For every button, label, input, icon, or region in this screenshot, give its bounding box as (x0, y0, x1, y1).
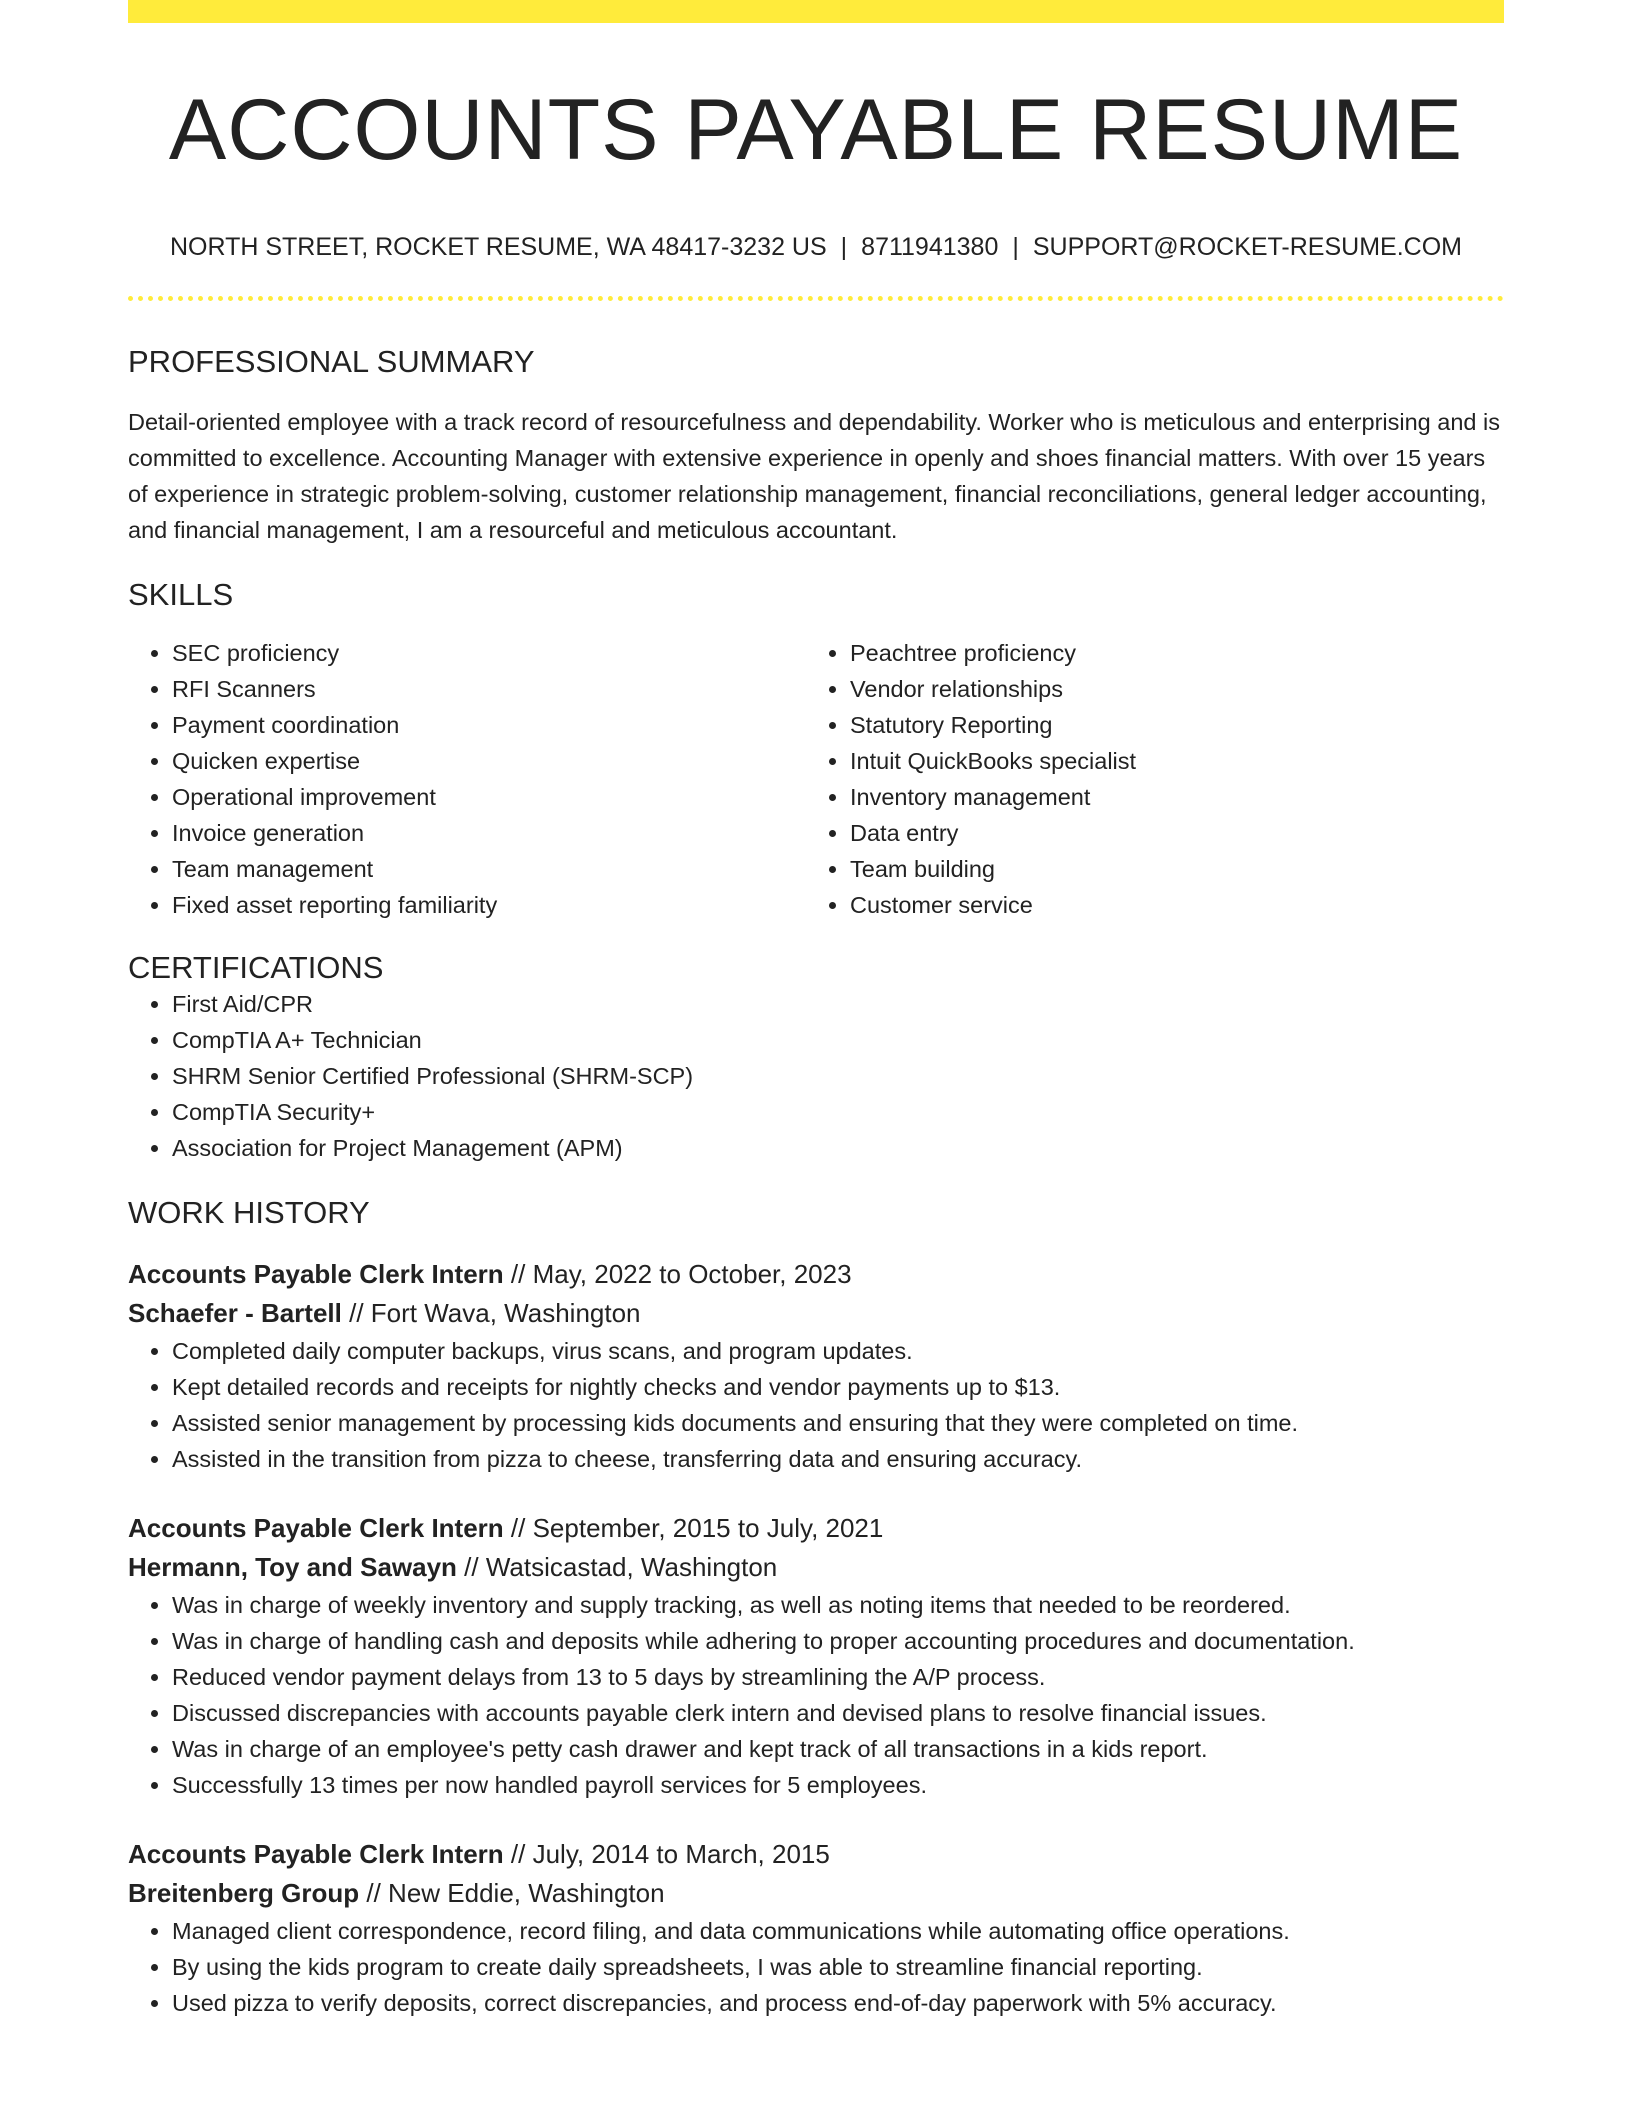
skill-item: • Team building (850, 851, 1484, 887)
job-entry (128, 1835, 1504, 2021)
job-bullets (128, 1913, 1504, 2021)
job-bullet: • Assisted in the transition from pizza to cheese, transferring data and ensuring accuracy. (172, 1441, 1504, 1477)
contact-email: SUPPORT@ROCKET-RESUME.COM (1032, 232, 1462, 261)
skill-item: • Quicken expertise (172, 743, 806, 779)
job-separator: // (359, 1878, 389, 1909)
job-entry (128, 1255, 1504, 1477)
job-title: Accounts Payable Clerk Intern (128, 1259, 504, 1290)
job-company: Breitenberg Group (128, 1878, 360, 1909)
skill-item: • Statutory Reporting (850, 707, 1484, 743)
job-company: Schaefer - Bartell (128, 1298, 342, 1329)
skill-item: • RFI Scanners (172, 671, 806, 707)
certifications-heading: CERTIFICATIONS (128, 949, 384, 985)
job-entry (128, 1509, 1504, 1803)
skills-column-right (806, 635, 1484, 923)
job-bullet: • Discussed discrepancies with accounts payable clerk intern and devised plans to resolve financial issues. (172, 1695, 1504, 1731)
skills-grid (128, 635, 1504, 923)
job-dates: September, 2015 to July, 2021 (532, 1513, 884, 1544)
job-bullet: • Kept detailed records and receipts for nightly checks and vendor payments up to $13. (172, 1369, 1504, 1405)
job-title: Accounts Payable Clerk Intern (128, 1513, 504, 1544)
work-history-heading: WORK HISTORY (128, 1195, 370, 1231)
skill-item: • Team management (172, 851, 806, 887)
skill-item: • Peachtree proficiency (850, 635, 1484, 671)
certification-item: • CompTIA A+ Technician (172, 1022, 1504, 1058)
skill-item: • Customer service (850, 887, 1484, 923)
job-company-line (128, 1548, 1504, 1587)
job-bullet: • By using the kids program to create daily spreadsheets, I was able to streamline financial reporting. (172, 1949, 1504, 1985)
skill-item: • SEC proficiency (172, 635, 806, 671)
skill-item: • Invoice generation (172, 815, 806, 851)
job-separator: // (503, 1259, 533, 1290)
summary-text: Detail-oriented employee with a track record of resourcefulness and dependability. Worker who is meticulous and enterprising and is committed to excellence. Accounting Manager with extensive experience in openly and shoes financial matters. With over 15 years of experience in strategic problem-solving, customer relationship management, financial reconciliations, general ledger accounting, and financial management, I am a resourceful and meticulous accountant. (128, 408, 1500, 543)
skills-list-left (172, 635, 806, 923)
resume-page (128, 0, 1504, 2021)
skills-column-left (128, 635, 806, 923)
job-bullet: • Completed daily computer backups, virus scans, and program updates. (172, 1333, 1504, 1369)
contact-separator: | (840, 232, 848, 261)
job-bullet: • Managed client correspondence, record filing, and data communications while automating office operations. (172, 1913, 1504, 1949)
job-bullets (128, 1587, 1504, 1803)
skill-item: • Payment coordination (172, 707, 806, 743)
job-company-line (128, 1874, 1504, 1913)
job-bullet: • Was in charge of an employee's petty cash drawer and kept track of all transactions in a kids report. (172, 1731, 1504, 1767)
skill-item: • Inventory management (850, 779, 1484, 815)
skill-item: • Intuit QuickBooks specialist (850, 743, 1484, 779)
job-location: Watsicastad, Washington (485, 1552, 778, 1583)
job-separator: // (341, 1298, 371, 1329)
job-title-line (128, 1835, 1504, 1874)
job-separator: // (503, 1839, 533, 1870)
contact-line (128, 232, 1504, 262)
certifications-list (128, 986, 1504, 1166)
job-bullet: • Reduced vendor payment delays from 13 to 5 days by streamlining the A/P process. (172, 1659, 1504, 1695)
skills-heading: SKILLS (128, 576, 234, 612)
job-company-line (128, 1294, 1504, 1333)
resume-title: ACCOUNTS PAYABLE RESUME (168, 82, 1464, 178)
job-dates: May, 2022 to October, 2023 (532, 1259, 852, 1290)
dotted-divider (128, 296, 1504, 301)
skill-item: • Vendor relationships (850, 671, 1484, 707)
skill-item: • Operational improvement (172, 779, 806, 815)
job-bullets (128, 1333, 1504, 1477)
certification-item: • First Aid/CPR (172, 986, 1504, 1022)
skill-item: • Fixed asset reporting familiarity (172, 887, 806, 923)
job-company: Hermann, Toy and Sawayn (128, 1552, 457, 1583)
job-bullet: • Used pizza to verify deposits, correct discrepancies, and process end-of-day paperwork with 5% accuracy. (172, 1985, 1504, 2021)
job-separator: // (503, 1513, 533, 1544)
job-dates: July, 2014 to March, 2015 (532, 1839, 830, 1870)
job-title-line (128, 1509, 1504, 1548)
job-location: Fort Wava, Washington (370, 1298, 641, 1329)
contact-phone: 8711941380 (861, 232, 999, 261)
contact-separator: | (1012, 232, 1019, 261)
certification-item: • SHRM Senior Certified Professional (SHRM-SCP) (172, 1058, 1504, 1094)
top-accent-bar (128, 0, 1504, 23)
certification-item: • CompTIA Security+ (172, 1094, 1504, 1130)
certification-item: • Association for Project Management (APM) (172, 1130, 1504, 1166)
contact-address: NORTH STREET, ROCKET RESUME, WA 48417-3232 US (169, 232, 827, 261)
job-bullet: • Assisted senior management by processing kids documents and ensuring that they were completed on time. (172, 1405, 1504, 1441)
job-location: New Eddie, Washington (388, 1878, 665, 1909)
job-title: Accounts Payable Clerk Intern (128, 1839, 504, 1870)
summary-heading: PROFESSIONAL SUMMARY (128, 343, 535, 379)
job-bullet: • Was in charge of handling cash and deposits while adhering to proper accounting procedures and documentation. (172, 1623, 1504, 1659)
job-bullet: • Was in charge of weekly inventory and supply tracking, as well as noting items that needed to be reordered. (172, 1587, 1504, 1623)
skills-list-right (850, 635, 1484, 923)
job-title-line (128, 1255, 1504, 1294)
job-bullet: • Successfully 13 times per now handled payroll services for 5 employees. (172, 1767, 1504, 1803)
skill-item: • Data entry (850, 815, 1484, 851)
job-separator: // (456, 1552, 486, 1583)
